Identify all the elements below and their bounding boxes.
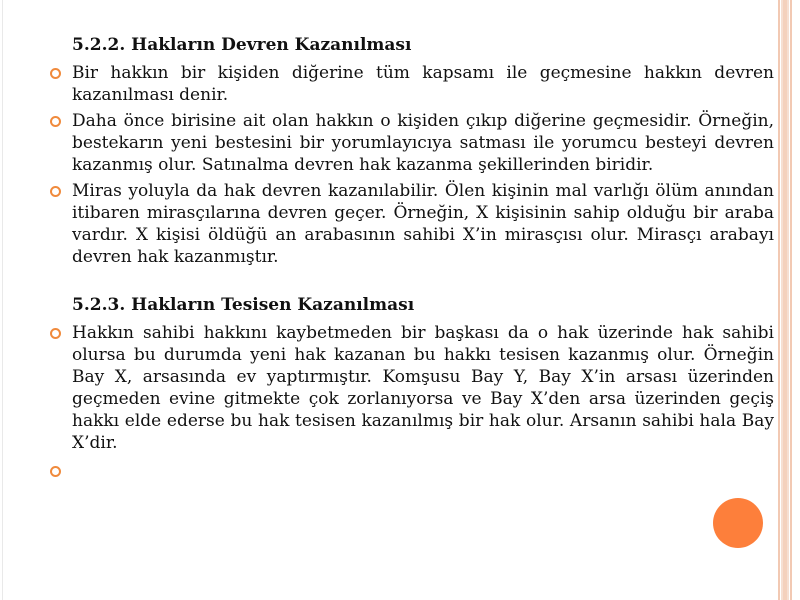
border-stripe <box>783 0 787 600</box>
bullet-item <box>48 322 774 454</box>
bullet-ring-icon <box>50 328 61 339</box>
bullet-item <box>48 180 774 268</box>
bullet-ring-icon <box>50 68 61 79</box>
bullet-text: Bir hakkın bir kişiden diğerine tüm kapsamı ile geçmesine hakkın devren kazanılması denir. <box>72 63 774 105</box>
bullet-ring-icon <box>50 116 61 127</box>
bullet-item <box>48 62 774 106</box>
bullet-item <box>48 110 774 176</box>
bullet-text: Hakkın sahibi hakkını kaybetmeden bir başkası da o hak üzerinde hak sahibi olursa bu durumda yeni hak kazanan bu hakkı tesisen kazanmış olur. Örneğin Bay X, arsasında ev yaptırmıştır. Komşusu Bay Y, Bay X’in arsası üzerinden geçmeden evine gitmekte çok zorlanıyorsa ve Bay X’den arsa üzerinden geçiş hakkı elde ederse bu hak tesisen kazanılmış bir hak olur. Arsanın sahibi hala Bay X’dir. <box>72 323 774 453</box>
empty-bullet-item <box>48 460 774 482</box>
section-heading-devren: 5.2.2. Hakların Devren Kazanılması <box>72 35 412 55</box>
bullet-text: Daha önce birisine ait olan hakkın o kişiden çıkıp diğerine geçmesidir. Örneğin, bestekarın yeni bestesini bir yorumlayıcıya satması ile yorumcu besteyi devren kazanmış olur. Satınalma devren hak kazanma şekillerinden biridir. <box>72 111 774 175</box>
slide-content <box>48 34 774 482</box>
section-heading-tesisen: 5.2.3. Hakların Tesisen Kazanılması <box>72 295 415 315</box>
border-stripe <box>790 0 792 600</box>
slide-left-frame-line <box>2 0 3 600</box>
bullet-ring-icon <box>50 186 61 197</box>
bullet-text: Miras yoluyla da hak devren kazanılabilir. Ölen kişinin mal varlığı ölüm anından itibaren mirasçılarına devren geçer. Örneğin, X kişisinin sahip olduğu bir araba vardır. X kişisi öldüğü an arabasının sahibi X’in mirasçısı olur. Mirasçı arabayı devren hak kazanmıştır. <box>72 181 774 267</box>
decorative-circle-icon <box>713 498 763 548</box>
bullet-ring-icon <box>50 466 61 477</box>
border-stripe <box>778 0 780 600</box>
